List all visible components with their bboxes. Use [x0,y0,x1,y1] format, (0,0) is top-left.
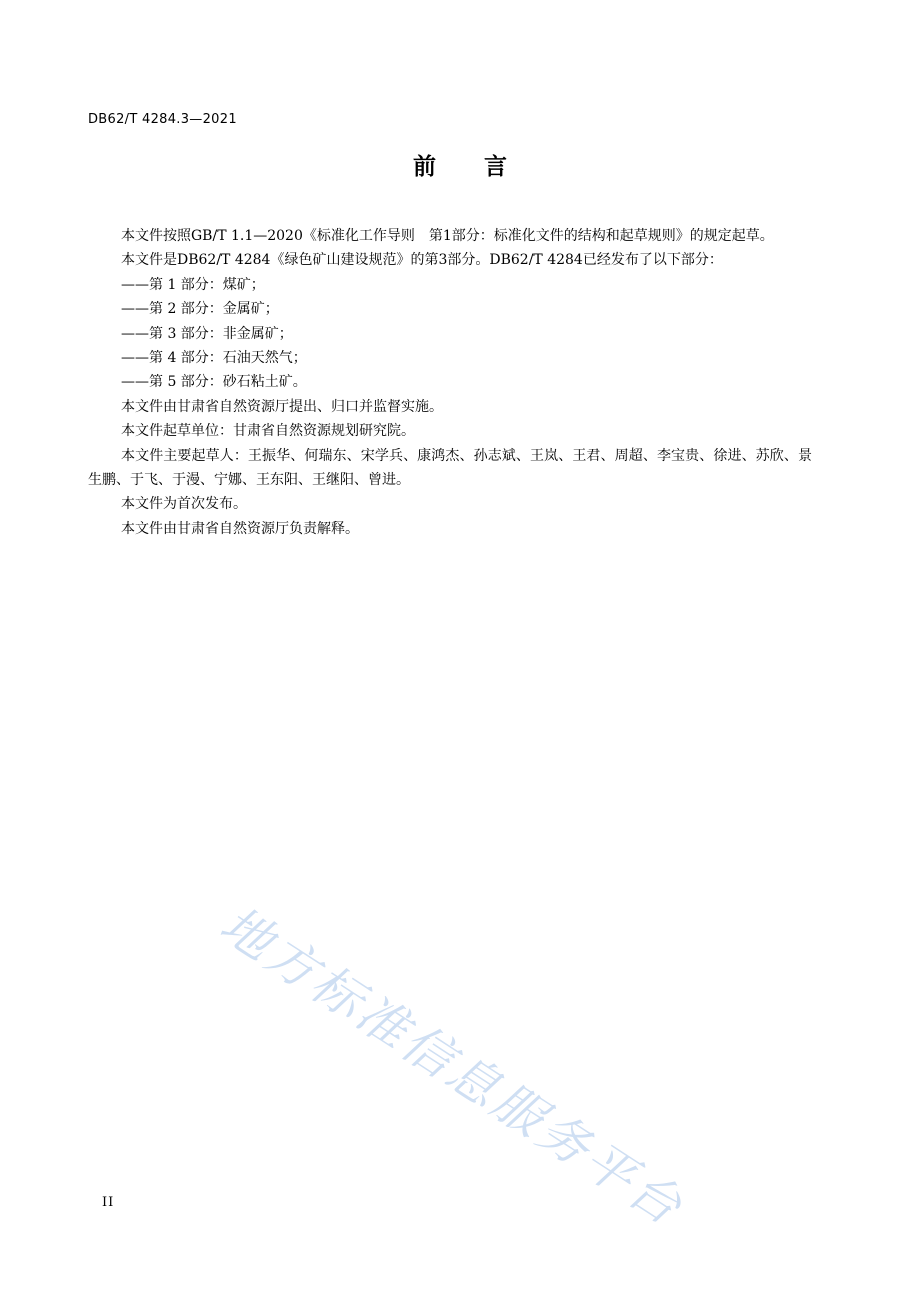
document-body [88,224,812,541]
paragraph-first-release: 本文件为首次发布。 [121,496,247,513]
paragraph-drafting-rules: 本文件按照GB/T 1.1—2020《标准化工作导则 第1部分：标准化文件的结构和起草规则》的规定起草。 [121,228,774,244]
list-item-part-3: ——第 3 部分：非金属矿； [121,325,293,342]
page-title: 前言 [413,154,555,180]
paragraph-part-info: 本文件是DB62/T 4284《绿色矿山建设规范》的第3部分。DB62/T 4284已经发布了以下部分： [121,252,723,269]
paragraph-drafting-unit: 本文件起草单位：甘肃省自然资源规划研究院。 [121,423,415,440]
paragraph-proposer: 本文件由甘肃省自然资源厅提出、归口并监督实施。 [121,398,443,415]
paragraph-interpretation: 本文件由甘肃省自然资源厅负责解释。 [121,520,359,537]
list-item-part-5: ——第 5 部分：砂石粘土矿。 [121,374,307,391]
document-code: DB62/T 4284.3—2021 [88,112,237,127]
watermark: 地方标准信息服务平台 [210,895,695,1238]
paragraph-drafters: 本文件主要起草人：王振华、何瑞东、宋学兵、康鸿杰、孙志斌、王岚、王君、周超、李宝贵、徐进、苏欣、景生鹏、于飞、于漫、宁娜、王东阳、王继阳、曾进。 [88,447,812,489]
list-item-part-2: ——第 2 部分：金属矿； [121,301,279,318]
list-item-part-1: ——第 1 部分：煤矿； [121,276,265,293]
page-number: II [102,1195,115,1210]
list-item-part-4: ——第 4 部分：石油天然气； [121,350,307,367]
